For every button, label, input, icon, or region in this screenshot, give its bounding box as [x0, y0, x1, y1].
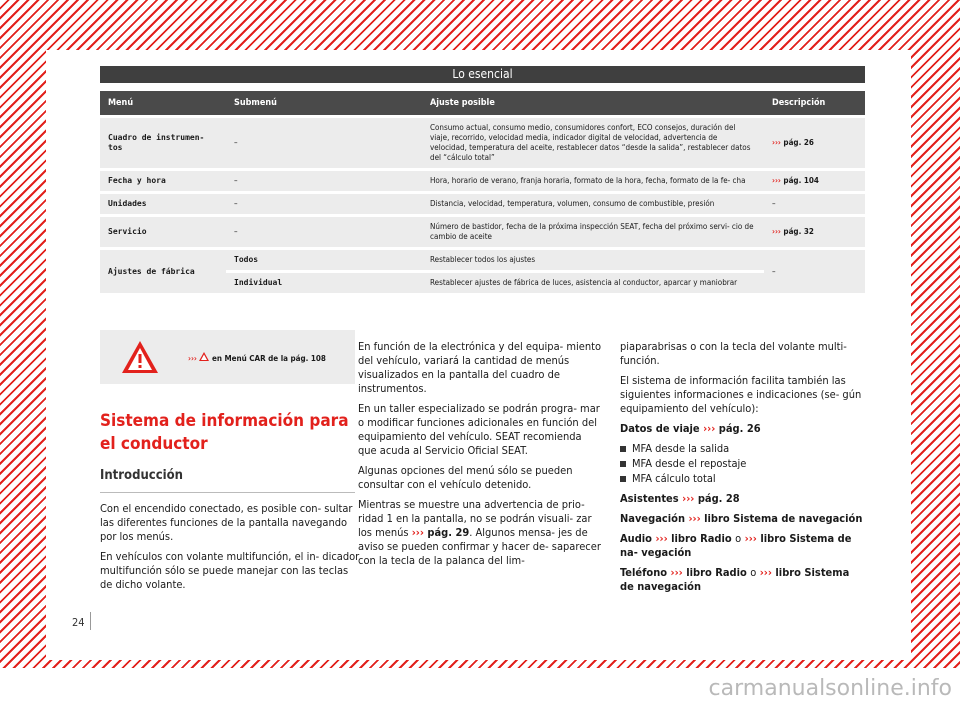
trip-data-heading — [620, 422, 865, 436]
audio-label: Audio — [620, 532, 652, 545]
section-subtitle: Introducción — [100, 468, 184, 483]
menu-cell: Servicio — [100, 217, 226, 247]
description-cell: – — [764, 250, 865, 293]
chevron-icon: ››› — [759, 566, 772, 579]
chevron-icon: ››› — [188, 353, 197, 363]
small-warning-icon — [199, 352, 209, 361]
column-header: Descripción — [764, 91, 865, 115]
description-cell[interactable] — [764, 118, 865, 168]
page-reference[interactable]: pág. 26 — [718, 422, 761, 435]
or-text: o — [750, 566, 757, 579]
audio-heading — [620, 532, 865, 560]
paragraph: En vehículos con volante multifunción, el in- dicador multifunción sólo se puede manejar con las teclas de dicho volante. — [100, 550, 360, 591]
column-header: Submenú — [226, 91, 422, 115]
table-row — [100, 118, 865, 168]
phone-heading — [620, 566, 865, 594]
table-row — [100, 250, 865, 270]
chevron-icon: ››› — [703, 422, 716, 435]
description-cell[interactable] — [764, 171, 865, 191]
table-row — [100, 171, 865, 191]
text-column-3 — [620, 340, 865, 600]
setting-cell: Consumo actual, consumo medio, consumidores confort, ECO consejos, duración del viaje, recorrido, velocidad media, indicador digital de velocidad, advertencia de velocidad, temperatura del aceite, restablecer datos “desde la salida”, restablecer datos del “cálculo total” — [422, 118, 764, 168]
paragraph: piaparabrisas o con la tecla del volante multi- función. — [620, 340, 847, 367]
warning-text: en Menú CAR de la pág. 108 — [211, 353, 326, 363]
warning-box — [100, 330, 355, 384]
chevron-icon: ››› — [688, 512, 701, 525]
table-header-row — [100, 91, 865, 115]
paragraph: En función de la electrónica y del equipa- miento del vehículo, variará la cantidad de menús visualizados en la pantalla del cuadro de instrumentos. — [358, 340, 602, 395]
book-reference[interactable]: libro Sistema de navegación — [620, 566, 850, 593]
page-number-rule — [90, 612, 91, 630]
menu-cell: Cuadro de instrumen- tos — [100, 118, 226, 168]
page-number: 24 — [72, 616, 85, 629]
table-row — [100, 194, 865, 214]
book-reference[interactable]: libro Radio — [686, 566, 747, 579]
trip-data-list — [620, 442, 865, 486]
list-item: MFA desde la salida — [620, 442, 865, 456]
description-cell[interactable] — [764, 217, 865, 247]
list-item: MFA desde el repostaje — [620, 457, 865, 471]
description-cell: – — [764, 194, 865, 214]
submenu-cell: – — [226, 217, 422, 247]
section-title: Sistema de información para el conductor — [100, 411, 349, 454]
setting-cell: Restablecer todos los ajustes — [422, 250, 764, 270]
navigation-heading — [620, 512, 865, 526]
page-reference[interactable]: pág. 104 — [783, 176, 819, 185]
navigation-label: Navegación — [620, 512, 685, 525]
page-reference[interactable]: pág. 32 — [783, 227, 814, 236]
chevron-icon: ››› — [655, 532, 668, 545]
submenu-cell: Todos — [226, 250, 422, 270]
chevron-icon: ››› — [411, 526, 424, 539]
table-row — [100, 217, 865, 247]
chevron-icon: ››› — [772, 176, 781, 185]
page — [46, 50, 911, 660]
paragraph-text: Mientras se muestre una advertencia de prio- ridad 1 en la pantalla, no se podrán visuali- zar los menús — [358, 498, 592, 539]
paragraph: En un taller especializado se podrán progra- mar o modificar funciones adicionales en función del equipamiento del vehículo. SEAT recomienda que acuda al Servicio Oficial SEAT. — [358, 402, 600, 457]
page-reference[interactable]: pág. 26 — [783, 138, 814, 147]
warning-triangle-icon — [120, 339, 160, 375]
or-text: o — [735, 532, 742, 545]
menu-cell: Ajustes de fábrica — [100, 250, 226, 293]
paragraph: El sistema de información facilita también las siguientes informaciones e indicaciones (se- gún equipamiento del vehículo): — [620, 374, 862, 415]
text-column-2 — [358, 340, 603, 574]
setting-cell: Hora, horario de verano, franja horaria, formato de la hora, fecha, formato de la fe- cha — [422, 171, 764, 191]
settings-table — [100, 88, 865, 296]
assistants-heading — [620, 492, 865, 506]
paragraph-text: . Algunos mensa- jes de aviso se pueden confirmar y hacer de- saparecer con la tecla de la palanca del lim- — [358, 526, 601, 567]
page-reference[interactable] — [412, 526, 470, 539]
column-header: Ajuste posible — [422, 91, 764, 115]
assistants-label: Asistentes — [620, 492, 679, 505]
warning-reference[interactable] — [188, 352, 326, 363]
submenu-cell: – — [226, 171, 422, 191]
book-reference[interactable]: libro Sistema de navegación — [704, 512, 863, 525]
paragraph: Con el encendido conectado, es posible con- sultar las diferentes funciones de la pantalla navegando por los menús. — [100, 502, 353, 543]
chevron-icon: ››› — [772, 227, 781, 236]
trip-data-label: Datos de viaje — [620, 422, 700, 435]
setting-cell: Distancia, velocidad, temperatura, volumen, consumo de combustible, presión — [422, 194, 764, 214]
text-column-1 — [100, 502, 360, 598]
divider — [100, 492, 355, 493]
page-header: Lo esencial — [100, 66, 865, 83]
column-header: Menú — [100, 91, 226, 115]
watermark-text: carmanualsonline.info — [708, 676, 952, 701]
list-item: MFA cálculo total — [620, 472, 865, 486]
setting-cell: Número de bastidor, fecha de la próxima inspección SEAT, fecha del próximo servi- cio de cambio de aceite — [422, 217, 764, 247]
page-reference-text[interactable]: pág. 29 — [427, 526, 470, 539]
chevron-icon: ››› — [670, 566, 683, 579]
phone-label: Teléfono — [620, 566, 668, 579]
submenu-cell: – — [226, 194, 422, 214]
page-reference[interactable]: pág. 28 — [697, 492, 740, 505]
setting-cell: Restablecer ajustes de fábrica de luces, asistencia al conductor, aparcar y maniobrar — [422, 273, 764, 293]
chevron-icon: ››› — [744, 532, 757, 545]
menu-cell: Unidades — [100, 194, 226, 214]
watermark-bar — [0, 668, 960, 708]
book-reference[interactable]: libro Radio — [671, 532, 732, 545]
paragraph — [358, 498, 603, 568]
book-reference[interactable]: libro Sistema de na- vegación — [620, 532, 852, 559]
menu-cell: Fecha y hora — [100, 171, 226, 191]
chevron-icon: ››› — [682, 492, 695, 505]
chevron-icon: ››› — [772, 138, 781, 147]
submenu-cell: Individual — [226, 273, 422, 293]
submenu-cell: – — [226, 118, 422, 168]
paragraph: Algunas opciones del menú sólo se pueden consultar con el vehículo detenido. — [358, 464, 573, 491]
